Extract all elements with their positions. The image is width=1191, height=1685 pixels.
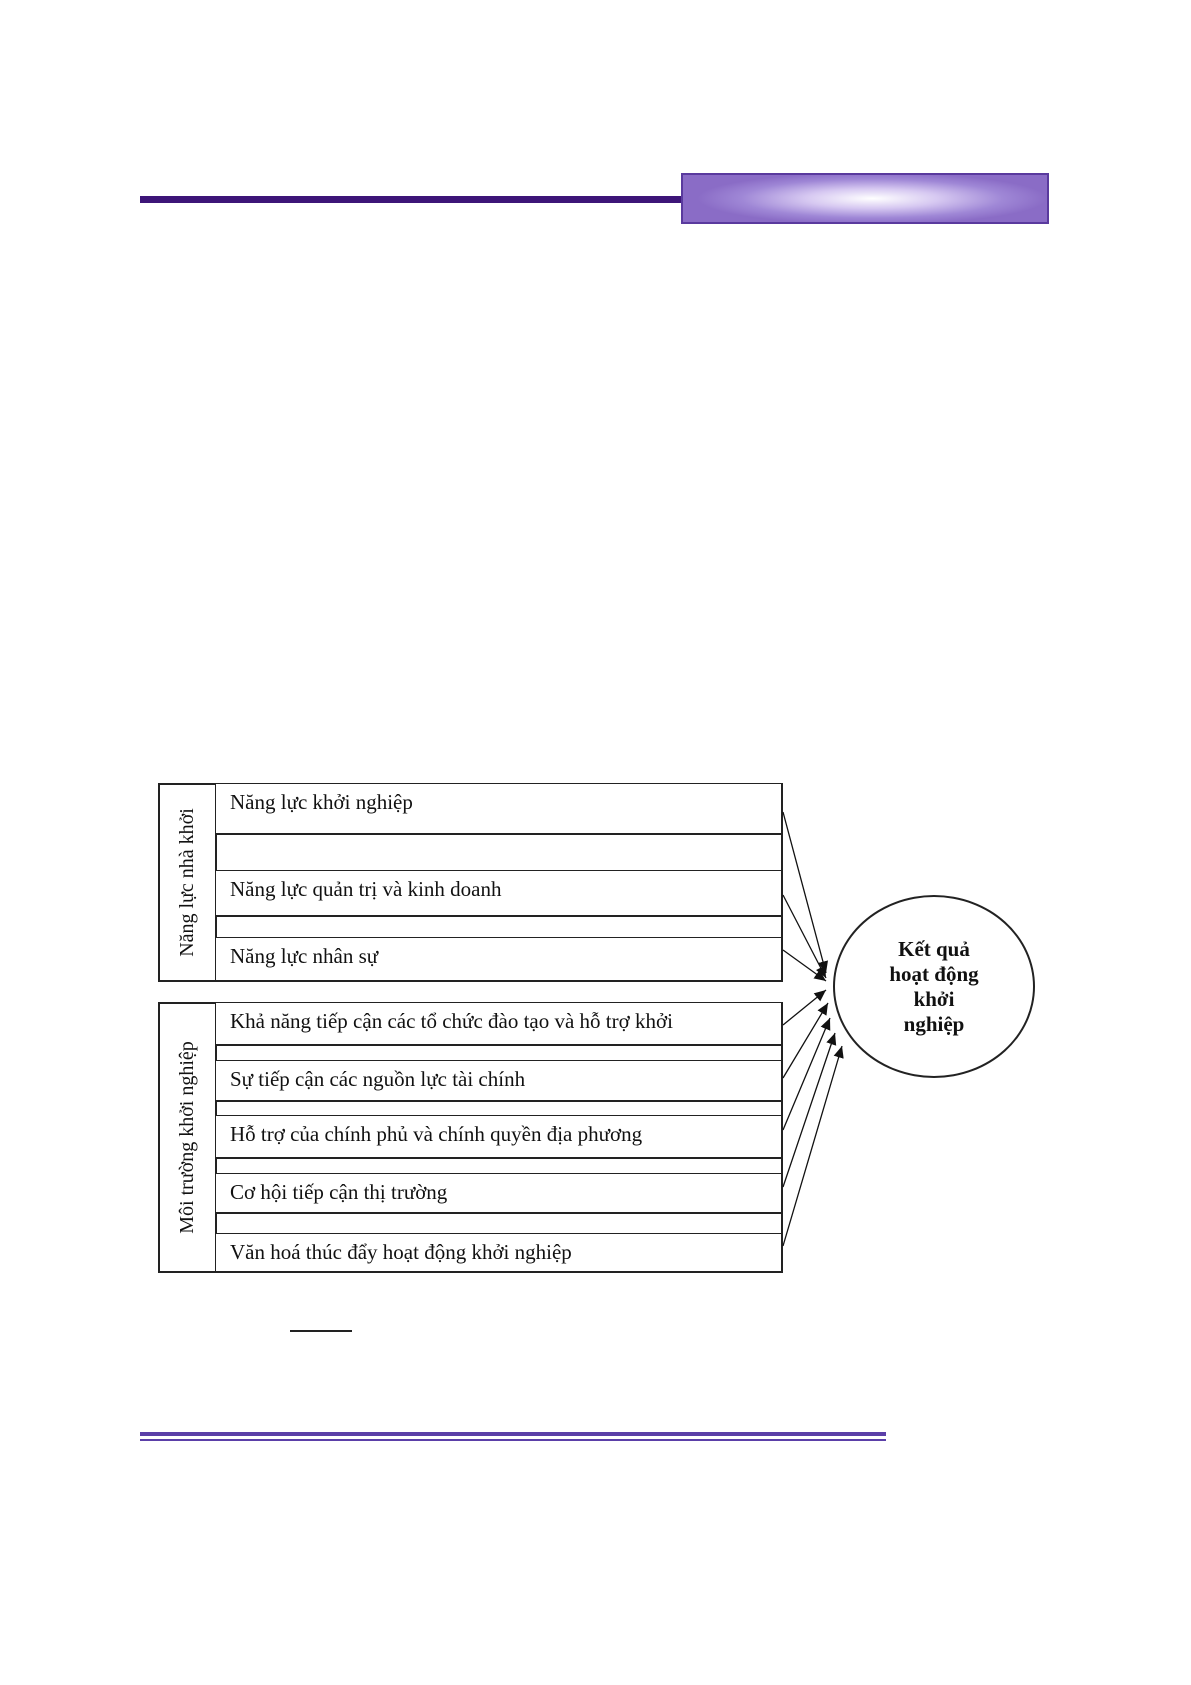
footer-rule <box>140 1432 886 1436</box>
source-underline <box>290 1330 352 1332</box>
outcome-ellipse <box>833 895 1035 1078</box>
group-label-environment: Môi trường khởi nghiệp <box>176 1041 199 1234</box>
factor-box: Năng lực khởi nghiệp <box>215 783 783 835</box>
factor-box: Cơ hội tiếp cận thị trường <box>215 1173 783 1214</box>
arrow <box>783 812 826 973</box>
factor-box: Khả năng tiếp cận các tổ chức đào tạo và hỗ trợ khởi <box>215 1002 783 1046</box>
arrow <box>783 1018 830 1130</box>
group-label-entrepreneur: Năng lực nhà khởi <box>176 808 199 957</box>
factor-box: Năng lực quản trị và kinh doanh <box>215 870 783 917</box>
factor-box: Năng lực nhân sự <box>215 937 783 982</box>
factor-box: Văn hoá thúc đẩy hoạt động khởi nghiệp <box>215 1233 783 1273</box>
footer-rule-thin <box>140 1439 886 1441</box>
factor-box: Hỗ trợ của chính phủ và chính quyền địa phương <box>215 1115 783 1159</box>
arrow <box>783 990 826 1025</box>
factor-box: Sự tiếp cận các nguồn lực tài chính <box>215 1060 783 1102</box>
arrow <box>783 1046 842 1246</box>
outcome-label: Kết quả hoạt động khởi nghiệp <box>889 936 979 1036</box>
